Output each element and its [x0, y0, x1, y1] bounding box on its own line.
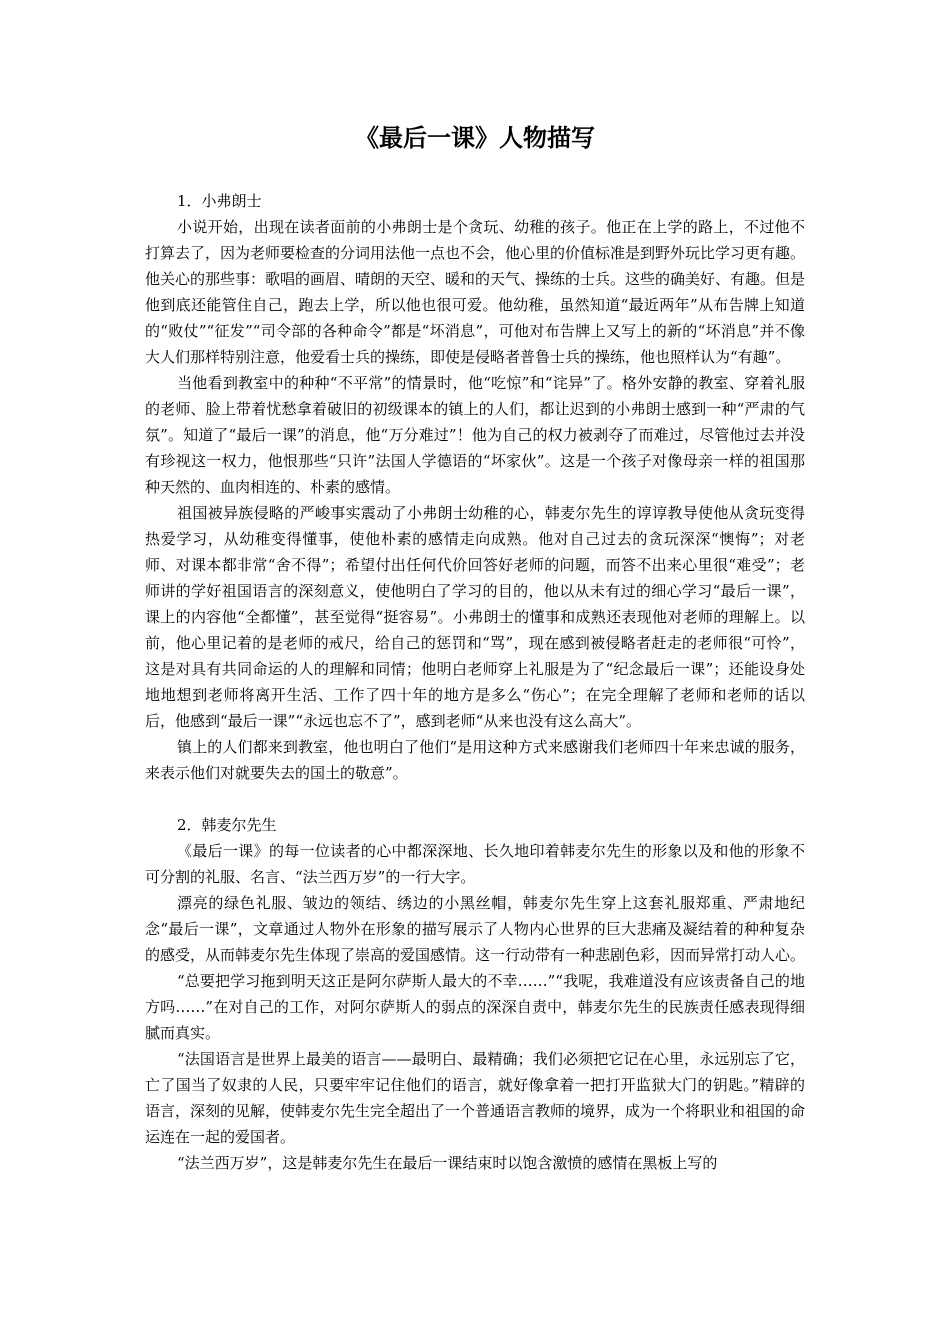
- paragraph: 祖国被异族侵略的严峻事实震动了小弗朗士幼稚的心，韩麦尔先生的谆谆教导使他从贪玩变得热爱学习，从幼稚变得懂事，使他朴素的感情走向成熟。他对自己过去的贪玩深深“懊悔”；对老师、对课本都非常“舍不得”；希望付出任何代价回答好老师的问题，而答不出来心里很“难受”；老师讲的学好祖国语言的深刻意义，使他明白了学习的目的，他以从未有过的细心学习“最后一课”，课上的内容他“全都懂”，甚至觉得“挺容易”。小弗朗士的懂事和成熟还表现他对老师的理解上。以前，他心里记着的是老师的戒尺，给自己的惩罚和“骂”，现在感到被侵略者赶走的老师很“可怜”，这是对具有共同命运的人的理解和同情；他明白老师穿上礼服是为了“纪念最后一课”；还能设身处地地想到老师将离开生活、工作了四十年的地方是多么“伤心”；在完全理解了老师和老师的话以后，他感到“最后一课”“永远也忘不了”，感到老师“从来也没有这么高大”。: [145, 504, 805, 730]
- paragraph: 《最后一课》的每一位读者的心中都深深地、长久地印着韩麦尔先生的形象以及和他的形象不可分割的礼服、名言、“法兰西万岁”的一行大字。: [145, 842, 805, 886]
- section-spacer: [145, 786, 805, 812]
- section-xiao-folangshi: [145, 188, 805, 786]
- section-heading: 1．小弗朗士: [177, 192, 262, 210]
- paragraph: “法国语言是世界上最美的语言——最明白、最精确；我们必须把它记在心里，永远别忘了它，亡了国当了奴隶的人民，只要牢牢记住他们的语言，就好像拿着一把打开监狱大门的钥匙。”精辟的语言，深刻的见解，使韩麦尔先生完全超出了一个普通语言教师的境界，成为一个将职业和祖国的命运连在一起的爱国者。: [145, 1050, 806, 1146]
- paragraph: 小说开始，出现在读者面前的小弗朗士是个贪玩、幼稚的孩子。他正在上学的路上，不过他不打算去了，因为老师要检查的分词用法他一点也不会，他心里的价值标准是到野外玩比学习更有趣。他关心的那些事：歌唱的画眉、晴朗的天空、暖和的天气、操练的士兵。这些的确美好、有趣。但是他到底还能管住自己，跑去上学，所以他也很可爱。他幼稚，虽然知道“最近两年”从布告牌上知道的“败仗”“征发”“司令部的各种命令”都是“坏消息”，可他对布告牌上又写上的新的“坏消息”并不像大人们那样特别注意，他爱看士兵的操练，即使是侵略者普鲁士兵的操练，他也照样认为“有趣”。: [145, 218, 806, 366]
- paragraph: 漂亮的绿色礼服、皱边的领结、绣边的小黑丝帽，韩麦尔先生穿上这套礼服郑重、严肃地纪念“最后一课”，文章通过人物外在形象的描写展示了人物内心世界的巨大悲痛及凝结着的种种复杂的感受，从而韩麦尔先生体现了崇高的爱国感情。这一行动带有一种悲剧色彩，因而异常打动人心。: [145, 894, 806, 964]
- paragraph: “法兰西万岁”，这是韩麦尔先生在最后一课结束时以饱含激愤的感情在黑板上写的: [177, 1154, 718, 1172]
- paragraph: 镇上的人们都来到教室，他也明白了他们“是用这种方式来感谢我们老师四十年来忠诚的服务，来表示他们对就要失去的国土的敬意”。: [145, 738, 805, 782]
- paragraph: 当他看到教室中的种种“不平常”的情景时，他“吃惊”和“诧异”了。格外安静的教室、穿着礼服的老师、脸上带着忧愁拿着破旧的初级课本的镇上的人们，都让迟到的小弗朗士感到一种“严肃的气氛”。知道了“最后一课”的消息，他“万分难过”！他为自己的权力被剥夺了而难过，尽管他过去并没有珍视这一权力，他恨那些“只许”法国人学德语的“坏家伙”。这是一个孩子对像母亲一样的祖国那种天然的、血肉相连的、朴素的感情。: [145, 374, 805, 496]
- section-hanmaier: [145, 812, 805, 1176]
- document-title: 《最后一课》人物描写: [355, 123, 595, 152]
- section-heading: 2．韩麦尔先生: [177, 816, 277, 834]
- paragraph: “总要把学习拖到明天这正是阿尔萨斯人最大的不幸……”“我呢，我难道没有应该责备自己的地方吗……”在对自己的工作，对阿尔萨斯人的弱点的深深自责中，韩麦尔先生的民族责任感表现得细腻而真实。: [145, 972, 805, 1042]
